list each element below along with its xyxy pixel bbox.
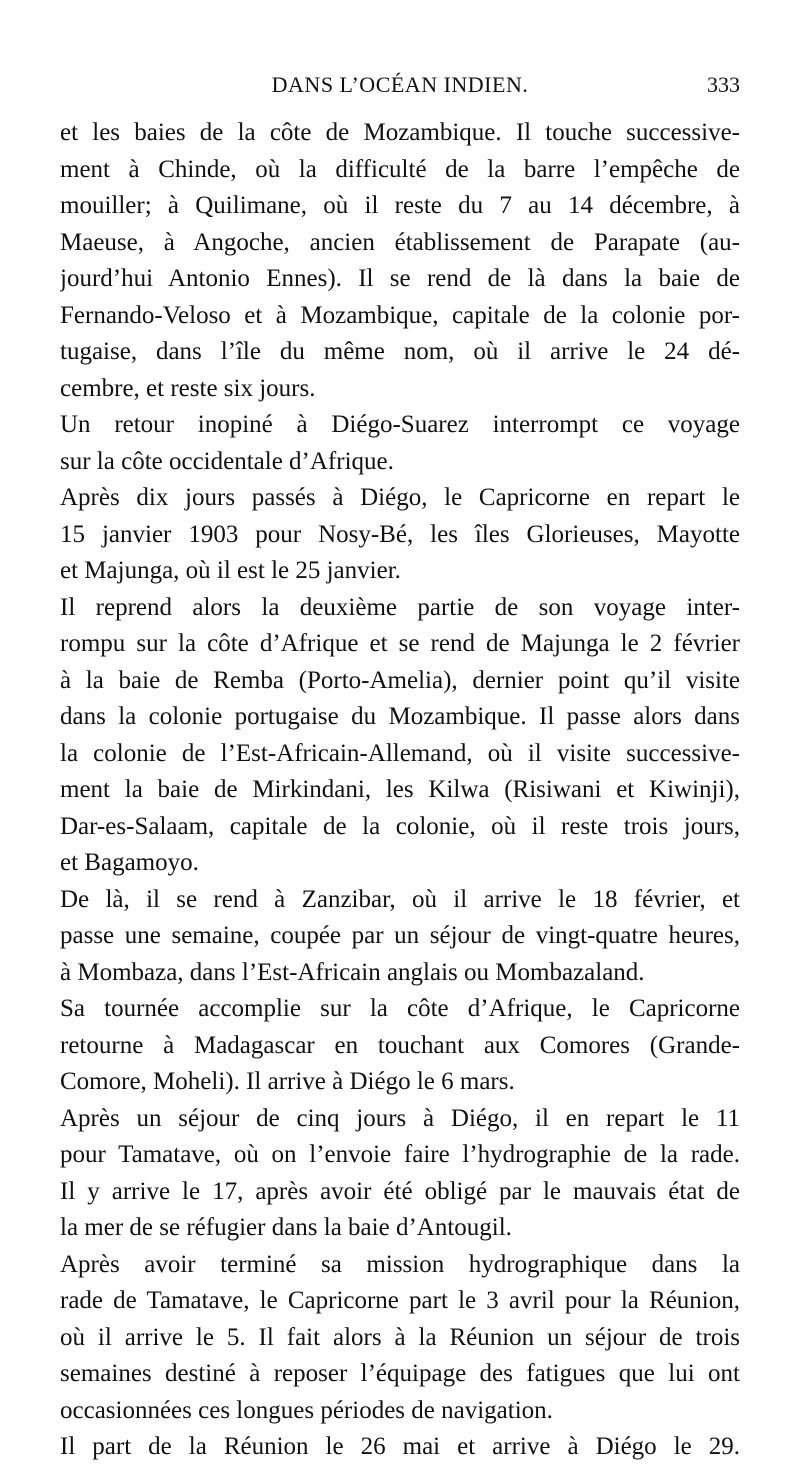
text-line: jourd’hui Antonio Ennes). Il se rend de là dans la baie de [60,265,740,292]
text-line: et Majunga, où il est le 25 janvier. [60,557,401,584]
text-line: Après un séjour de cinq jours à Diégo, il en repart le 11 [60,1104,740,1132]
text-line: rompu sur la côte d’Afrique et se rend de Majunga le 2 février [60,630,740,657]
text-line: pour Tamatave, où on l’envoie faire l’hydrographie de la rade. [60,1141,740,1168]
text-line: Il reprend alors la deuxième partie de son voyage inter- [60,593,740,621]
text-line: sur la côte occidentale d’Afrique. [60,447,394,475]
text-line: cembre, et reste six jours. [60,374,316,402]
text-line: mouiller; à Quilimane, où il reste du 7 au 14 décembre, à [60,192,740,219]
text-line: et les baies de la côte de Mozambique. Il touche successive- [60,119,740,146]
running-title: DANS L’OCÉAN INDIEN. [271,72,529,97]
text-line: dans la colonie portugaise du Mozambique. Il passe alors dans [60,703,740,730]
text-line: rade de Tamatave, le Capricorne part le 3 avril pour la Réunion, [60,1287,740,1314]
text-line: 15 janvier 1903 pour Nosy-Bé, les îles Glorieuses, Mayotte [60,520,740,548]
text-line: Un retour inopiné à Diégo-Suarez interrompt ce voyage [60,411,740,438]
text-line: Sa tournée accomplie sur la côte d’Afrique, le Capricorne [60,995,740,1022]
text-line: à la baie de Remba (Porto-Amelia), dernier point qu’il visite [60,666,740,694]
text-line: et Bagamoyo. [60,849,199,876]
text-line: De là, il se rend à Zanzibar, où il arrive le 18 février, et [60,885,740,913]
text-line: Fernando-Veloso et à Mozambique, capitale de la colonie por- [60,301,740,329]
text-line: où il arrive le 5. Il fait alors à la Réunion un séjour de trois [60,1323,740,1351]
text-line: la mer de se réfugier dans la baie d’Antougil. [60,1214,512,1241]
text-line: occasionnées ces longues périodes de navigation. [60,1396,553,1424]
text-line: Dar-es-Salaam, capitale de la colonie, où il reste trois jours, [60,812,740,840]
text-line: ment la baie de Mirkindani, les Kilwa (Risiwani et Kiwinji), [60,776,740,803]
text-line: Il part de la Réunion le 26 mai et arrive à Diégo le 29. [60,1433,740,1460]
text-line: Comore, Moheli). Il arrive à Diégo le 6 mars. [60,1068,515,1095]
body-text [60,115,740,1466]
text-line: Il y arrive le 17, après avoir été obligé par le mauvais état de [60,1177,740,1205]
text-line: retourne à Madagascar en touchant aux Comores (Grande- [60,1031,740,1059]
text-line: passe une semaine, coupée par un séjour de vingt-quatre heures, [60,922,740,949]
text-line: Après dix jours passés à Diégo, le Capricorne en repart le [60,484,740,511]
text-line: semaines destiné à reposer l’équipage des fatigues que lui ont [60,1360,740,1387]
text-line: Après avoir terminé sa mission hydrographique dans la [60,1250,740,1278]
text-line: Maeuse, à Angoche, ancien établissement de Parapate (au- [60,228,740,256]
page-number: 333 [707,72,740,97]
text-line: tugaise, dans l’île du même nom, où il arrive le 24 dé- [60,338,740,365]
text-line: la colonie de l’Est-Africain-Allemand, où il visite successive- [60,739,740,767]
page-header [60,66,740,106]
text-line: à Mombaza, dans l’Est-Africain anglais ou Mombazaland. [60,958,645,986]
text-line: ment à Chinde, où la difficulté de la barre l’empêche de [60,155,740,183]
